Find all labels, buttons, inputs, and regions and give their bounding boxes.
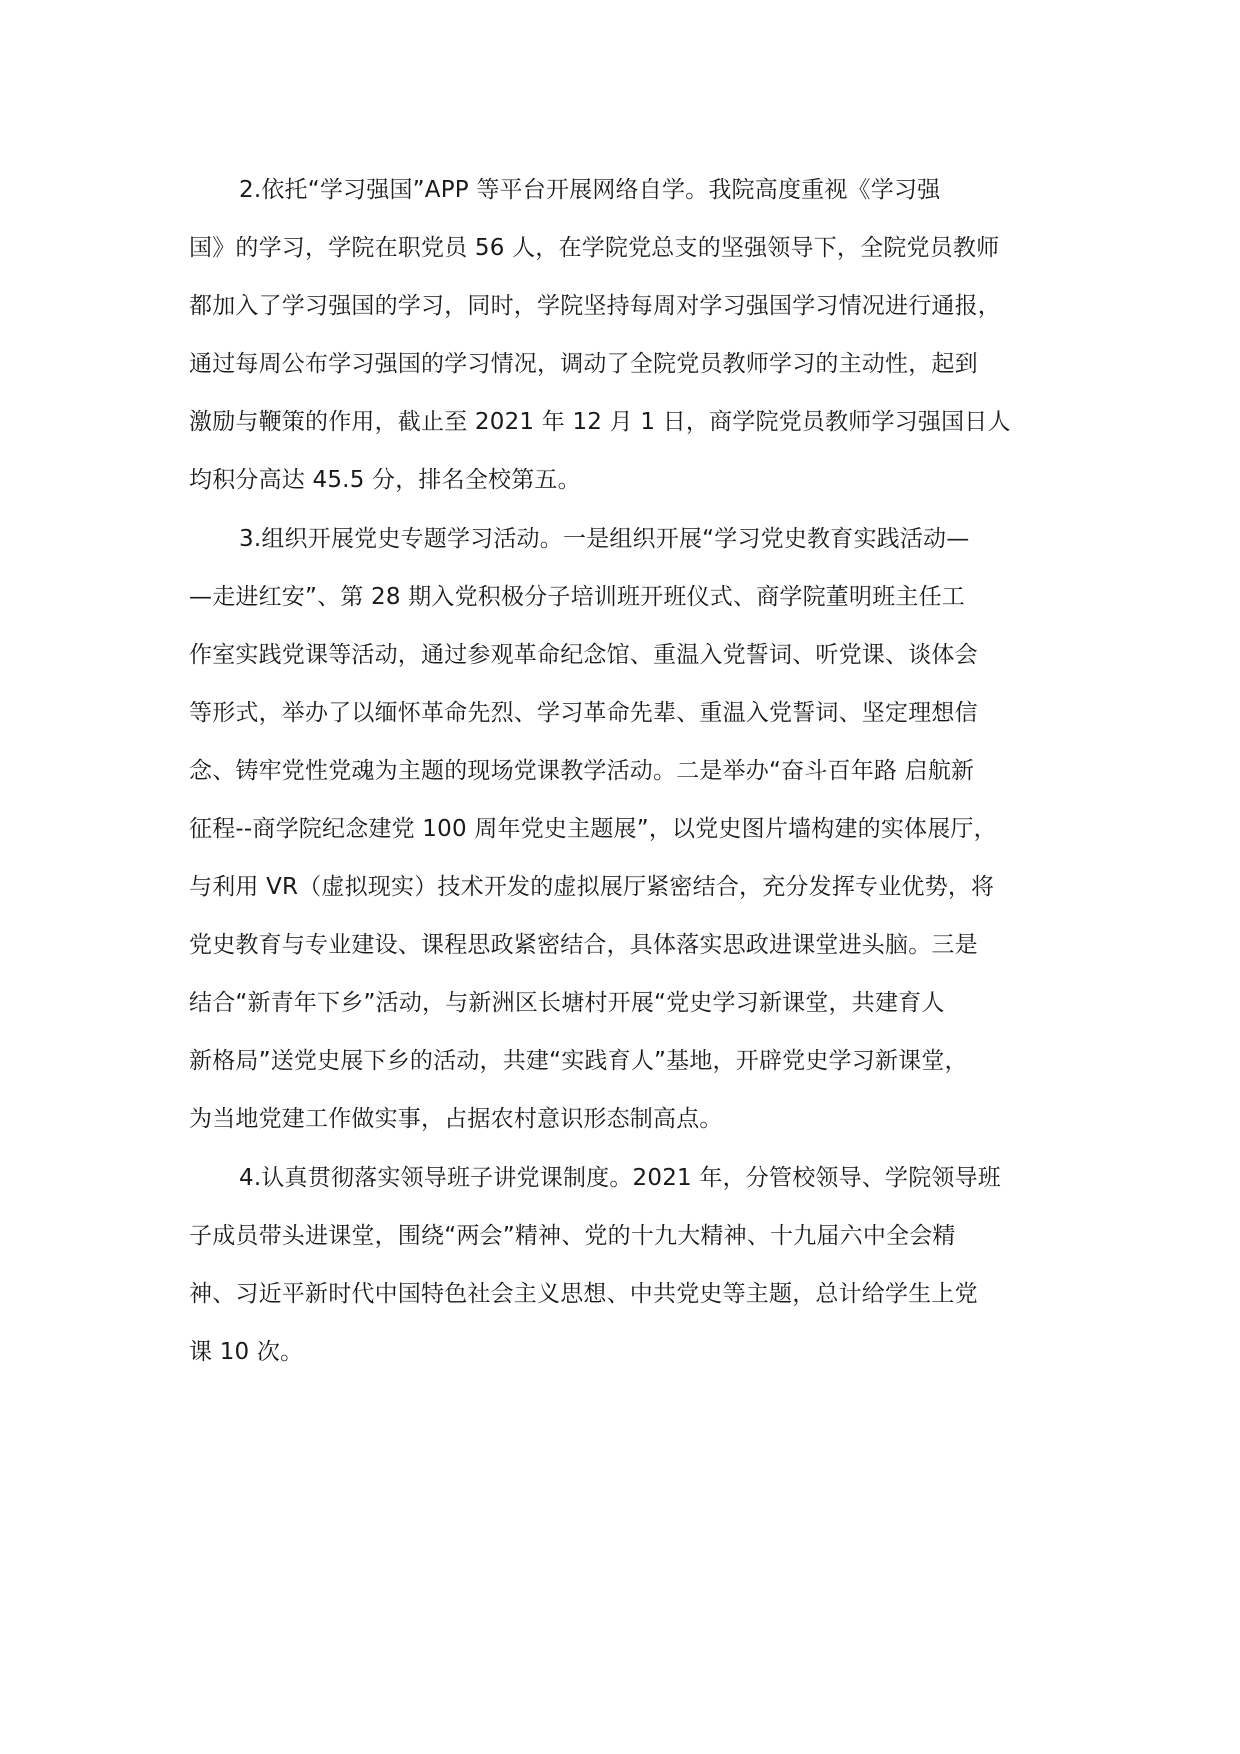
paragraph-3-line-6: 征程--商学院纪念建党 100 周年党史主题展”，以党史图片墙构建的实体展厅， (189, 816, 997, 842)
paragraph-3-line-8: 党史教育与专业建设、课程思政紧密结合，具体落实思政进课堂进头脑。三是 (189, 932, 978, 958)
paragraph-2-line-4: 通过每周公布学习强国的学习情况，调动了全院党员教师学习的主动性，起到 (189, 351, 978, 377)
paragraph-3-line-1: 3.组织开展党史专题学习活动。一是组织开展“学习党史教育实践活动— (239, 526, 970, 552)
paragraph-4-line-3: 神、习近平新时代中国特色社会主义思想、中共党史等主题，总计给学生上党 (189, 1281, 978, 1307)
paragraph-4-line-2: 子成员带头进课堂，围绕“两会”精神、党的十九大精神、十九届六中全会精 (189, 1223, 956, 1249)
paragraph-3-line-3: 作室实践党课等活动，通过参观革命纪念馆、重温入党誓词、听党课、谈体会 (189, 642, 978, 668)
paragraph-3-line-11: 为当地党建工作做实事，占据农村意识形态制高点。 (189, 1106, 723, 1132)
paragraph-4-line-1: 4.认真贯彻落实领导班子讲党课制度。2021 年，分管校领导、学院领导班 (239, 1165, 1001, 1191)
paragraph-2-line-3: 都加入了学习强国的学习，同时，学院坚持每周对学习强国学习情况进行通报， (189, 293, 1001, 319)
paragraph-2-line-1: 2.依托“学习强国”APP 等平台开展网络自学。我院高度重视《学习强 (239, 177, 941, 203)
paragraph-2-line-5: 激励与鞭策的作用，截止至 2021 年 12 月 1 日，商学院党员教师学习强国日人 (189, 409, 1011, 435)
paragraph-2-line-6: 均积分高达 45.5 分，排名全校第五。 (189, 467, 581, 493)
paragraph-3-line-2: —走进红安”、第 28 期入党积极分子培训班开班仪式、商学院董明班主任工 (189, 584, 966, 610)
paragraph-3-line-5: 念、铸牢党性党魂为主题的现场党课教学活动。二是举办“奋斗百年路 启航新 (189, 758, 975, 784)
paragraph-3-line-7: 与利用 VR（虚拟现实）技术开发的虚拟展厅紧密结合，充分发挥专业优势，将 (189, 874, 995, 900)
paragraph-3-line-4: 等形式，举办了以缅怀革命先烈、学习革命先辈、重温入党誓词、坚定理想信 (189, 700, 978, 726)
paragraph-4-line-4: 课 10 次。 (189, 1339, 304, 1365)
paragraph-3-line-9: 结合“新青年下乡”活动，与新洲区长塘村开展“党史学习新课堂，共建育人 (189, 990, 945, 1016)
paragraph-2-line-2: 国》的学习，学院在职党员 56 人，在学院党总支的坚强领导下，全院党员教师 (189, 235, 1000, 261)
paragraph-3-line-10: 新格局”送党史展下乡的活动，共建“实践育人”基地，开辟党史学习新课堂， (189, 1048, 968, 1074)
